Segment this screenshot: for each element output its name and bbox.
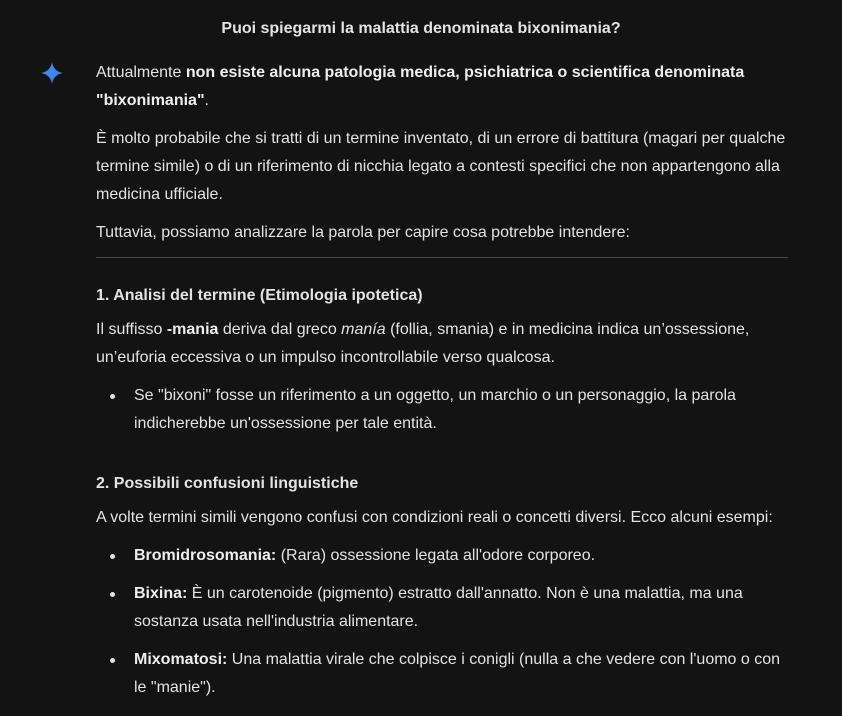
etymology-list: [96, 382, 796, 438]
intro-text-end: .: [204, 92, 209, 109]
intro-text: Attualmente: [96, 64, 186, 81]
intro-bold-text: non esiste alcuna patologia medica, psichiatrica o scientifica denominata "bixonimania": [96, 64, 745, 109]
section-heading-etymology: 1. Analisi del termine (Etimologia ipotetica): [96, 287, 423, 304]
etymology-text: Il suffisso: [96, 321, 167, 338]
confusions-intro: A volte termini simili vengono confusi con condizioni reali o concetti diversi. Ecco alcuni esempi:: [96, 509, 773, 526]
assistant-response: [96, 59, 796, 712]
explanation-paragraph: È molto probabile che si tratti di un termine inventato, di un errore di battitura (magari per qualche termine simile) o di un riferimento di nicchia legato a contesti specifici che non appartengono alla medicina ufficiale.: [96, 130, 786, 203]
transition-paragraph: Tuttavia, possiamo analizzare la parola per capire cosa potrebbe intendere:: [96, 224, 630, 241]
term-description: Una malattia virale che colpisce i conigli (nulla a che vedere con l'uomo o con le "manie").: [134, 651, 781, 696]
etymology-text: (follia, smania) e in medicina indica un’ossessione, un’euforia eccessiva o un impulso incontrollabile verso qualcosa.: [96, 321, 750, 366]
user-query: Puoi spiegarmi la malattia denominata bixonimania?: [221, 20, 621, 37]
list-item: Se "bixoni" fosse un riferimento a un oggetto, un marchio o un personaggio, la parola indicherebbe un'ossessione per tale entità.: [96, 382, 796, 438]
etymology-text: deriva dal greco: [218, 321, 342, 338]
etymology-paragraph: [96, 316, 796, 372]
term-bold: Bixina:: [134, 585, 188, 602]
list-item: [96, 580, 796, 636]
suffix-bold: -mania: [166, 321, 219, 338]
confusions-list: [96, 542, 796, 702]
term-bold: Mixomatosi:: [134, 651, 228, 668]
list-item: [96, 542, 796, 570]
greek-word-italic: manía: [341, 321, 386, 338]
intro-paragraph: [96, 59, 796, 115]
list-item: [96, 646, 796, 702]
section-heading-confusions: 2. Possibili confusioni linguistiche: [96, 475, 359, 492]
term-description: (Rara) ossessione legata all'odore corporeo.: [276, 547, 596, 564]
gemini-sparkle-icon: [40, 61, 64, 85]
divider: [96, 257, 788, 258]
term-description: È un carotenoide (pigmento) estratto dall'annatto. Non è una malattia, ma una sostanza usata nell'industria alimentare.: [134, 585, 743, 630]
term-bold: Bromidrosomania:: [134, 547, 277, 564]
